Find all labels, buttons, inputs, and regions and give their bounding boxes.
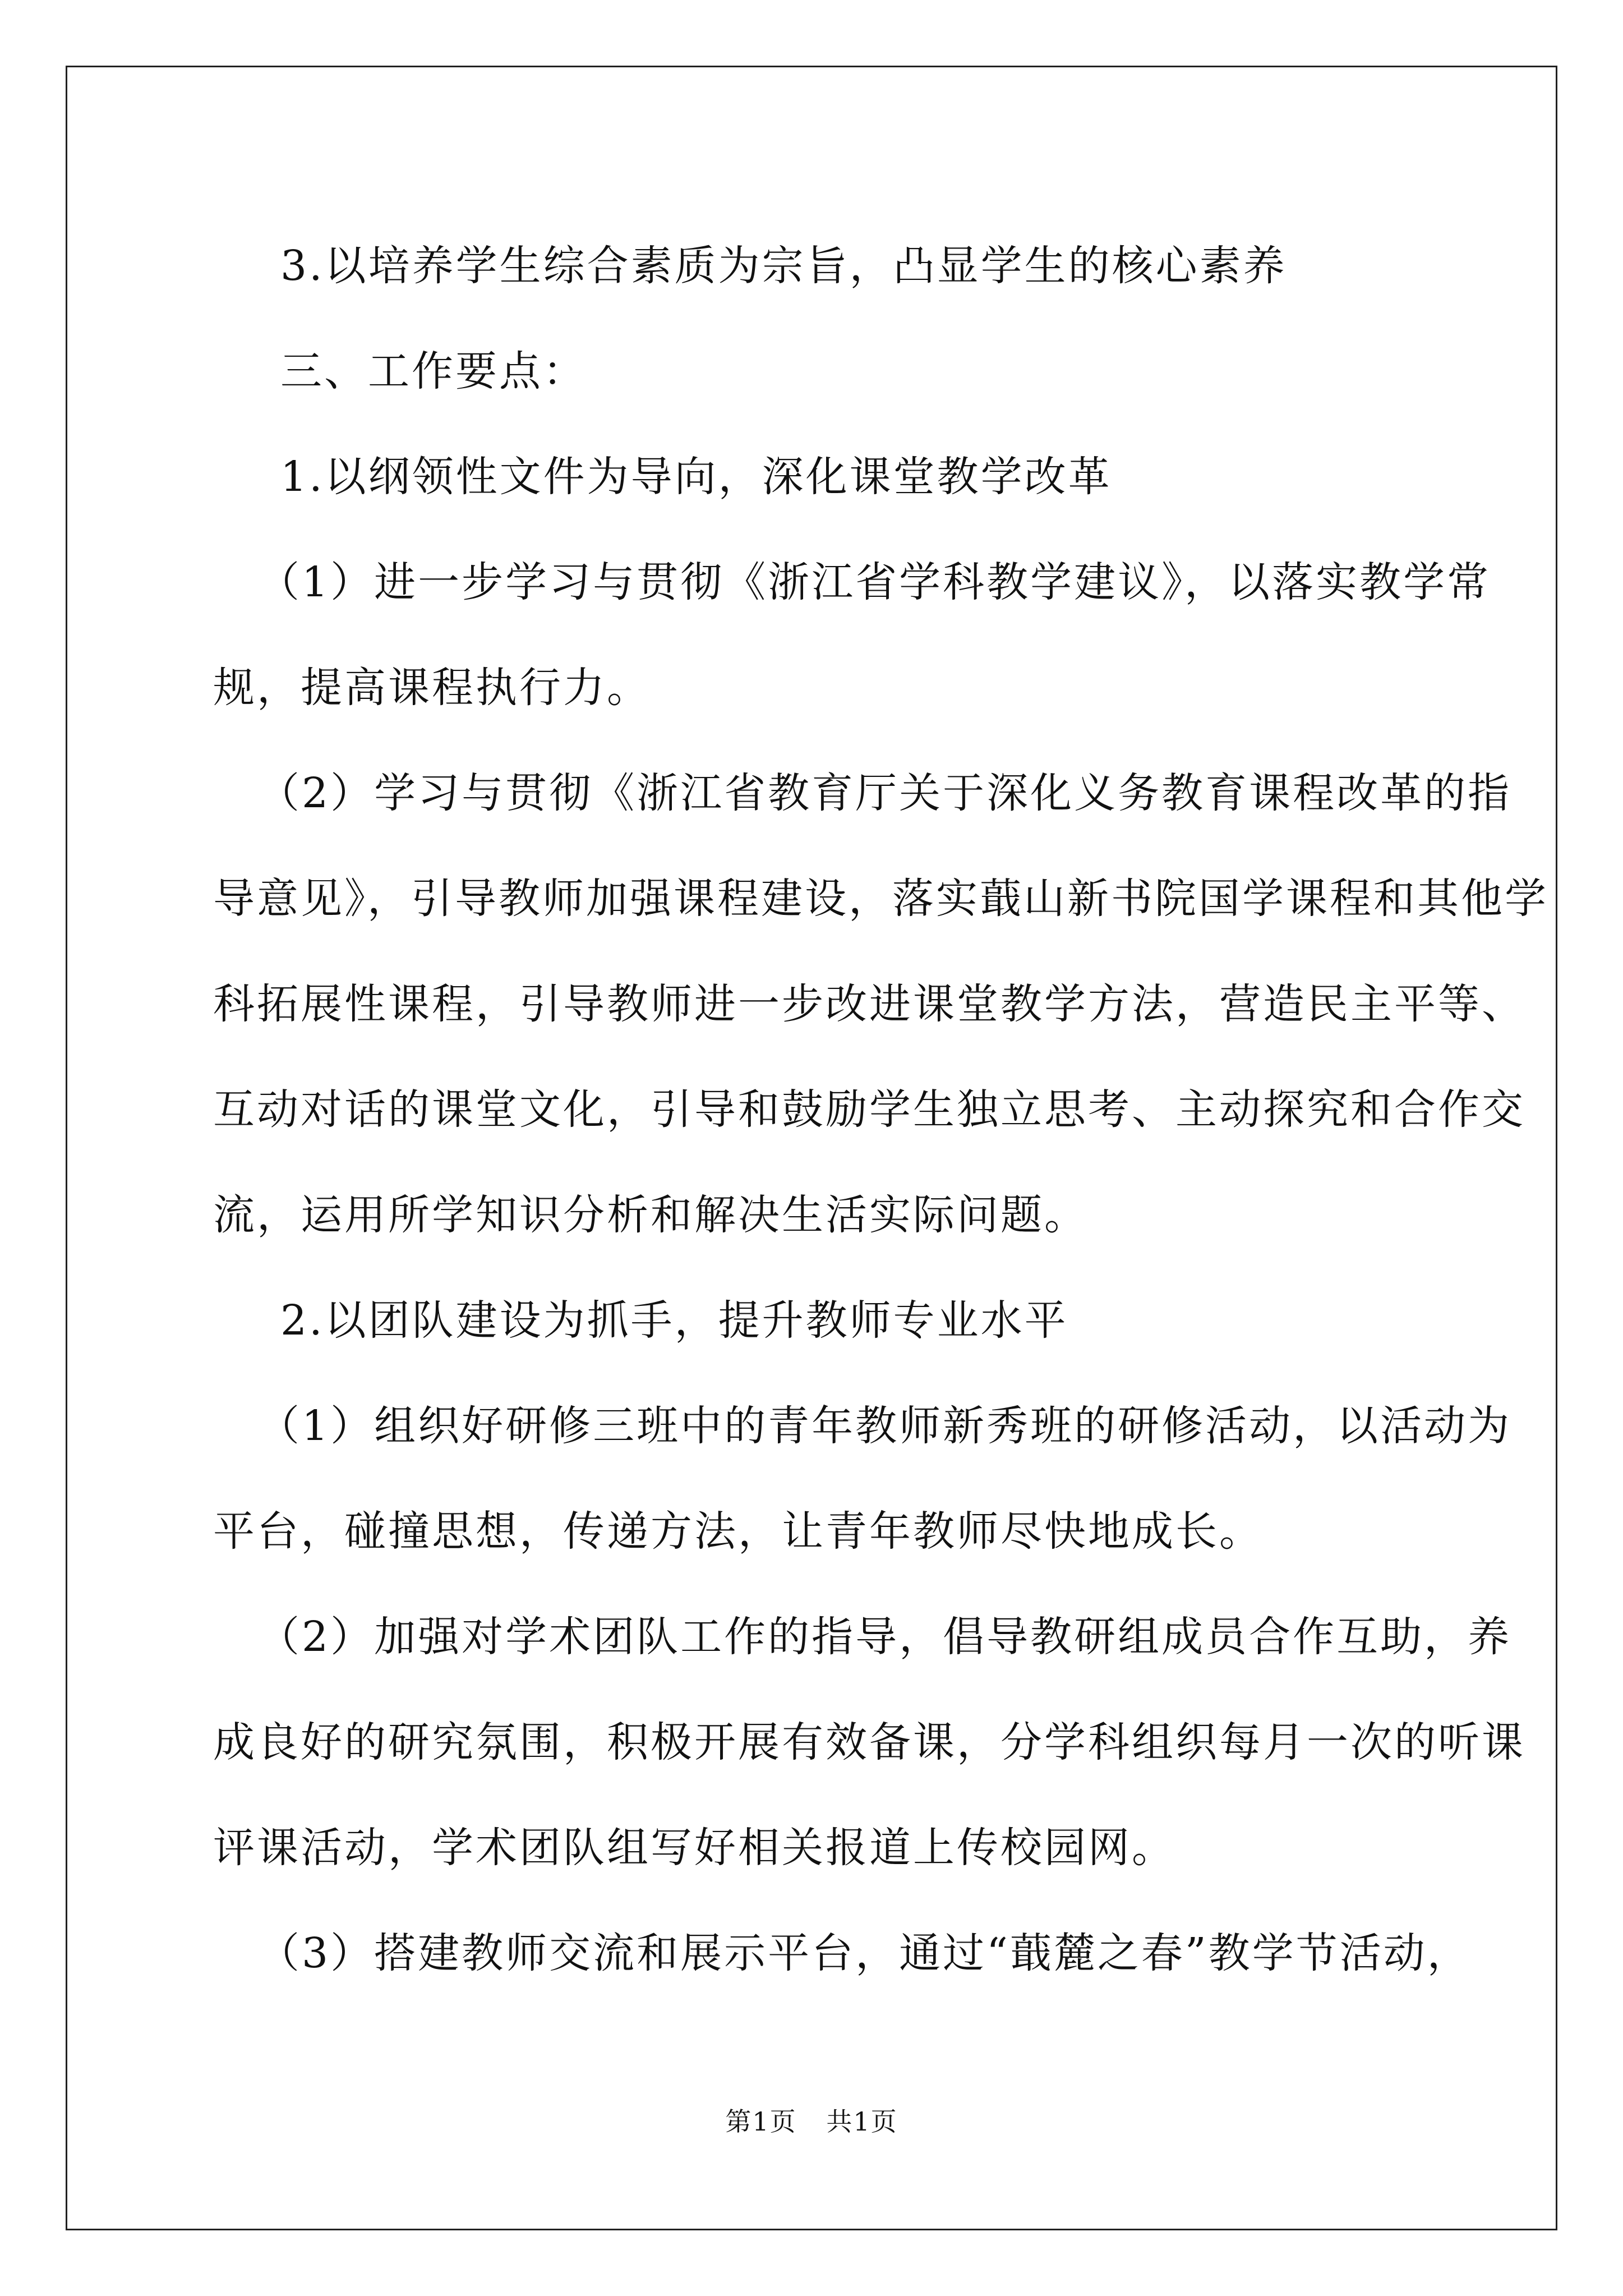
paragraph-line: 评课活动，学术团队组写好相关报道上传校园网。 xyxy=(213,1824,1175,1872)
paragraph-line: 成良好的研究氛围，积极开展有效备课，分学科组织每月一次的听课 xyxy=(213,1718,1525,1766)
document-body xyxy=(213,213,1548,2006)
page-footer xyxy=(0,2105,1623,2138)
paragraph-line: 科拓展性课程，引导教师进一步改进课堂教学方法，营造民主平等、 xyxy=(213,980,1525,1028)
subsection-heading: 1.以纲领性文件为导向，深化课堂教学改革 xyxy=(280,453,1112,501)
paragraph-line: （3）搭建教师交流和展示平台，通过“蕺麓之春”教学节活动， xyxy=(258,1929,1471,1977)
section-heading: 三、工作要点： xyxy=(280,347,587,395)
page-total: 共1页 xyxy=(826,2106,898,2137)
paragraph-line: 互动对话的课堂文化，引导和鼓励学生独立思考、主动探究和合作交 xyxy=(213,1085,1525,1134)
paragraph-line: 平台，碰撞思想，传递方法，让青年教师尽快地成长。 xyxy=(213,1507,1263,1556)
paragraph-line: 规，提高课程执行力。 xyxy=(213,664,651,712)
paragraph-line: （1）进一步学习与贯彻《浙江省学科教学建议》，以落实教学常 xyxy=(258,558,1491,606)
paragraph-line: （2）学习与贯彻《浙江省教育厅关于深化义务教育课程改革的指 xyxy=(258,769,1512,817)
paragraph-line: 流，运用所学知识分析和解决生活实际问题。 xyxy=(213,1191,1088,1239)
paragraph-line: （1）组织好研修三班中的青年教师新秀班的研修活动，以活动为 xyxy=(258,1402,1512,1450)
paragraph-line: 3.以培养学生综合素质为宗旨，凸显学生的核心素养 xyxy=(280,242,1287,290)
paragraph-line: 导意见》，引导教师加强课程建设，落实蕺山新书院国学课程和其他学 xyxy=(213,875,1548,923)
paragraph-line: （2）加强对学术团队工作的指导，倡导教研组成员合作互助，养 xyxy=(258,1613,1512,1661)
page-number: 第1页 xyxy=(725,2106,797,2137)
subsection-heading: 2.以团队建设为抓手，提升教师专业水平 xyxy=(280,1296,1068,1345)
